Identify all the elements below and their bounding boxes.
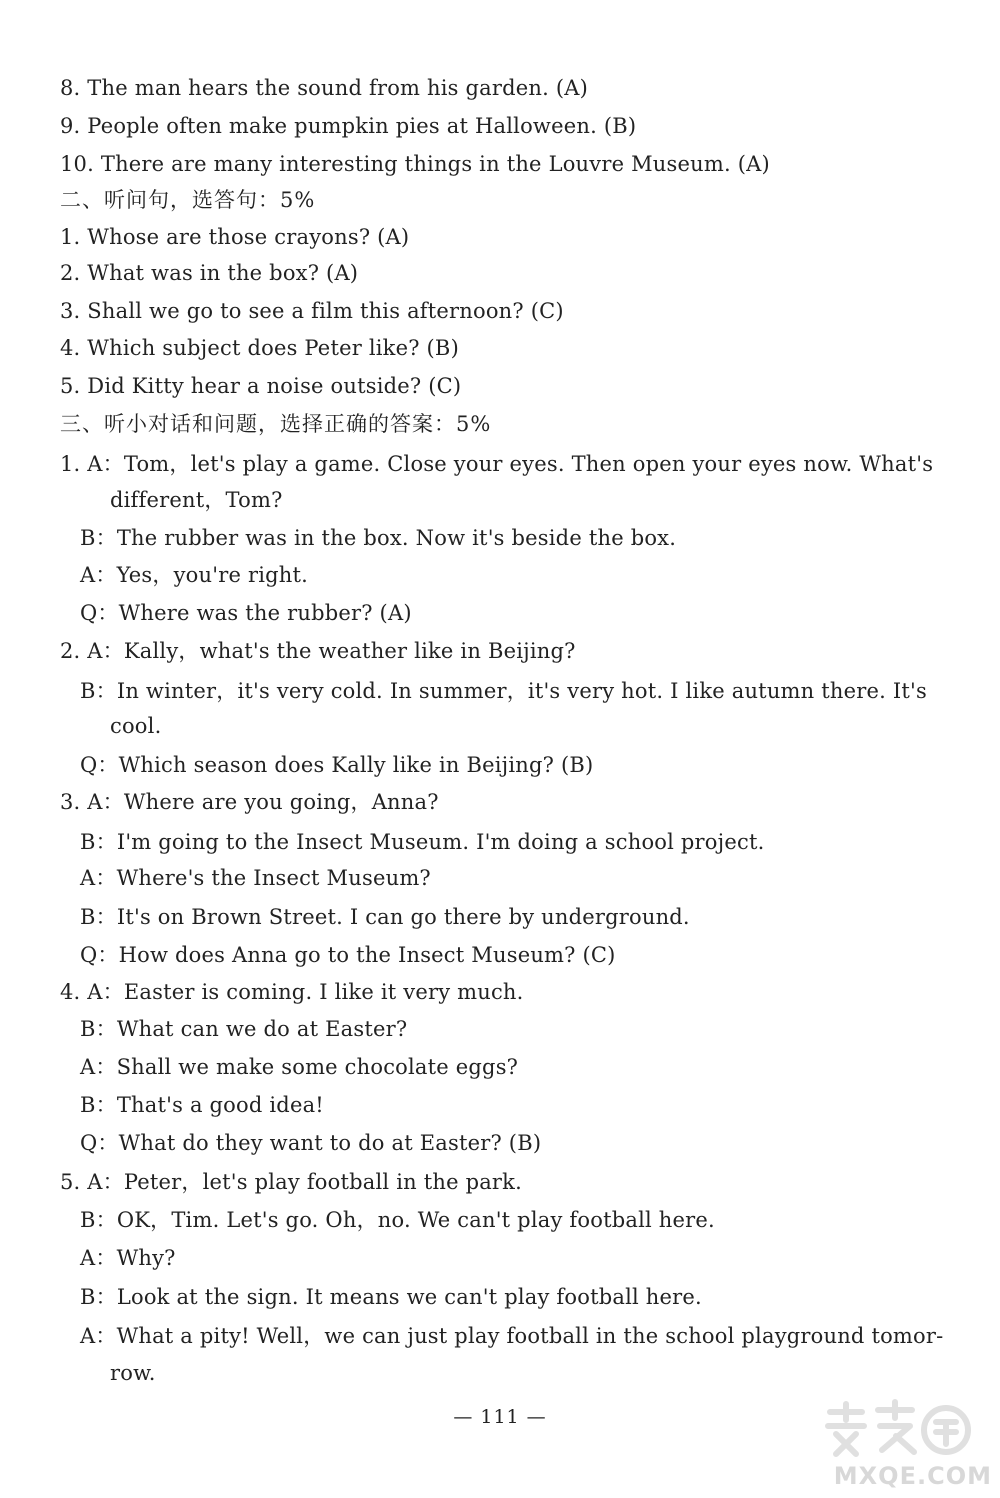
dialogue-4-line: A：Shall we make some chocolate eggs? [80,1055,519,1079]
watermark-logo-icon [822,1398,972,1458]
dialogue-3-question: Q：How does Anna go to the Insect Museum? (C) [80,943,616,967]
dialogue-2-question: Q：Which season does Kally like in Beijing? (B) [80,753,594,777]
question-line-4: 4. Which subject does Peter like? (B) [60,336,459,360]
dialogue-5-line: 5. A：Peter，let's play football in the park. [60,1170,522,1194]
dialogue-2-line: 2. A：Kally，what's the weather like in Beijing? [60,639,576,663]
dialogue-5-line: A：What a pity! Well，we can just play football in the school playground tomor- [80,1324,944,1348]
watermark-text: MXQE.COM [833,1462,992,1490]
dialogue-4-line: B：That's a good idea! [80,1093,324,1117]
dialogue-1-line: 1. A：Tom，let's play a game. Close your eyes. Then open your eyes now. What's [60,452,934,476]
dialogue-1-line: different，Tom? [110,488,283,512]
question-line-3: 3. Shall we go to see a film this afternoon? (C) [60,299,564,323]
dialogue-2-line: B：In winter，it's very cold. In summer，it's very hot. I like autumn there. It's [80,679,927,703]
section-heading-3: 三、听小对话和问题，选择正确的答案：5% [60,412,492,436]
section-heading-2: 二、听问句，选答句：5% [60,188,316,212]
page-number: — 111 — [453,1406,547,1428]
dialogue-1-line: B：The rubber was in the box. Now it's beside the box. [80,526,677,550]
dialogue-5-line: B：OK，Tim. Let's go. Oh，no. We can't play football here. [80,1208,715,1232]
answer-line-8: 8. The man hears the sound from his garden. (A) [60,76,589,100]
dialogue-4-line: 4. A：Easter is coming. I like it very much. [60,980,524,1004]
dialogue-4-line: B：What can we do at Easter? [80,1017,408,1041]
question-line-1: 1. Whose are those crayons? (A) [60,225,410,249]
dialogue-3-line: B：I'm going to the Insect Museum. I'm doing a school project. [80,830,765,854]
dialogue-3-line: B：It's on Brown Street. I can go there by underground. [80,905,690,929]
answer-line-9: 9. People often make pumpkin pies at Halloween. (B) [60,114,637,138]
dialogue-5-line: row. [110,1361,156,1385]
dialogue-5-line: A：Why? [80,1246,176,1270]
dialogue-1-line: A：Yes，you're right. [80,563,308,587]
answer-line-10: 10. There are many interesting things in the Louvre Museum. (A) [60,152,770,176]
dialogue-3-line: A：Where's the Insect Museum? [80,866,431,890]
dialogue-3-line: 3. A：Where are you going，Anna? [60,790,439,814]
dialogue-4-question: Q：What do they want to do at Easter? (B) [80,1131,542,1155]
dialogue-1-question: Q：Where was the rubber? (A) [80,601,412,625]
dialogue-2-line: cool. [110,714,162,738]
watermark [792,1398,992,1490]
question-line-5: 5. Did Kitty hear a noise outside? (C) [60,374,462,398]
dialogue-5-line: B：Look at the sign. It means we can't play football here. [80,1285,702,1309]
question-line-2: 2. What was in the box? (A) [60,261,359,285]
